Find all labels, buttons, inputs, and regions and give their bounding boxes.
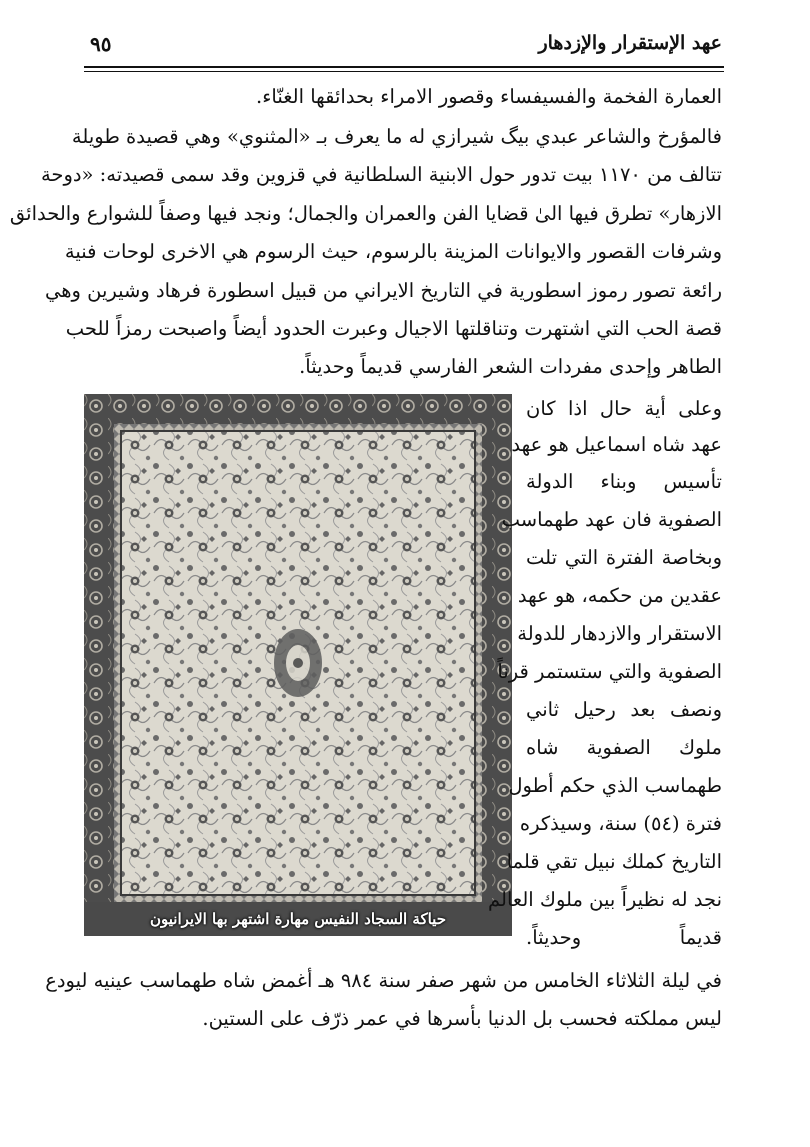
header-rule-thick <box>84 66 724 68</box>
page-number: ٩٥ <box>90 32 112 56</box>
sidebar-line: وبخاصة الفترة التي تلت <box>526 546 722 569</box>
sidebar-line: نجد له نظيراً بين ملوك العالم <box>488 888 722 911</box>
running-title: عهد الإستقرار والإزدهار <box>538 32 722 54</box>
page-header <box>90 28 722 64</box>
header-rule-thin <box>84 71 724 72</box>
sidebar-line: ونصف بعد رحيل ثاني <box>526 698 722 721</box>
paragraph-line: قصة الحب التي اشتهرت وتناقلتها الاجيال وعبرت الحدود أيضاً واصبحت رمزاً للحب <box>65 317 722 340</box>
sidebar-line: تأسيس وبناء الدولة <box>526 470 722 493</box>
paragraph-line: ليس مملكته فحسب بل الدنيا بأسرها في عمر ذرّف على الستين. <box>202 1007 722 1030</box>
carpet-image <box>84 394 512 936</box>
carpet-figure <box>84 394 512 936</box>
paragraph-line: الازهار» تطرق فيها الىٰ قضايا الفن والعمران والجمال؛ ونجد فيها وصفاً للشوارع والحدائق <box>9 202 722 225</box>
paragraph-line: فالمؤرخ والشاعر عبدي بيگ شيرازي له ما يعرف بـ «المثنوي» وهي قصيدة طويلة <box>71 125 722 148</box>
figure-caption: حياكة السجاد النفيس مهارة اشتهر بها الايرانيون <box>150 910 446 928</box>
sidebar-line: الصفوية فان عهد طهماسب <box>501 508 722 531</box>
sidebar-line: التاريخ كملك نبيل تقي قلما <box>506 850 722 873</box>
sidebar-line: وعلى أية حال اذا كان <box>526 397 722 420</box>
paragraph-line: وشرفات القصور والايوانات المزينة بالرسوم، حيث الرسوم هي الاخرى لوحات فنية <box>64 240 722 263</box>
sidebar-line: عهد شاه اسماعيل هو عهد <box>511 433 722 456</box>
paragraph-line: رائعة تصور رموز اسطورية في التاريخ الايراني من قبيل اسطورة فرهاد وشيرين وهي <box>44 279 722 302</box>
sidebar-line: عقدين من حكمه، هو عهد <box>517 584 722 607</box>
paragraph-line: في ليلة الثلاثاء الخامس من شهر صفر سنة ٩٨٤ هـ أغمض شاه طهماسب عينيه ليودع <box>45 969 722 992</box>
paragraph-line: تتالف من ١١٧٠ بيت تدور حول الابنية السلطانية في قزوين وقد سمى قصيدته: «دوحة <box>40 163 722 186</box>
paragraph-line: العمارة الفخمة والفسيفساء وقصور الامراء بحدائقها الغنّاء. <box>256 85 722 108</box>
sidebar-line: طهماسب الذي حكم أطول <box>508 774 722 797</box>
sidebar-line: قديماً وحديثاً. <box>526 926 722 949</box>
sidebar-line: الصفوية والتي ستستمر قرناً <box>497 660 722 683</box>
sidebar-line: ملوك الصفوية شاه <box>526 736 722 759</box>
sidebar-line: الاستقرار والازدهار للدولة <box>517 622 722 645</box>
sidebar-line: فترة (٥٤) سنة، وسيذكره <box>519 812 722 835</box>
paragraph-line: الطاهر وإحدى مفردات الشعر الفارسي قديماً وحديثاً. <box>299 355 722 378</box>
